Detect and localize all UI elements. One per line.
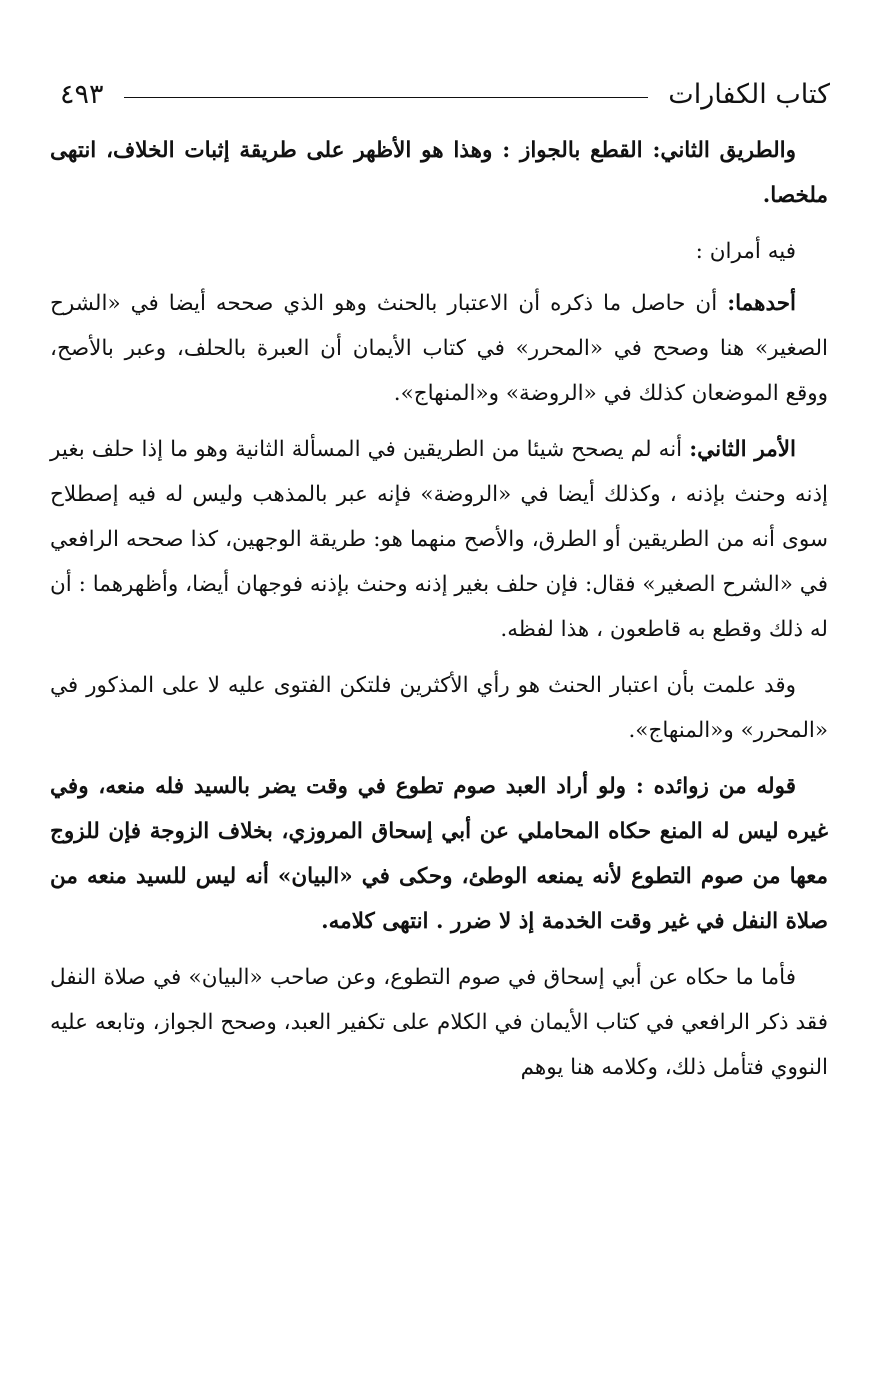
paragraph-second-method: والطريق الثاني: القطع بالجواز : وهذا هو الأظهر على طريقة إثبات الخلاف، انتهى ملخصا. (50, 138, 828, 208)
paragraph-quote-zawaid: قوله من زوائده : ولو أراد العبد صوم تطوع في وقت يضر بالسيد فله منعه، وفي غيره ليس له المنع حكاه المحاملي عن أبي إسحاق المروزي، بخلاف الزوجة فإن للزوج معها من صوم التطوع لأنه يمنعه الوطئ، وحكى في «البيان» أنه ليس للسيد منعه من صلاة النفل في غير وقت الخدمة إذ لا ضرر . انتهى كلامه. (50, 774, 828, 934)
paragraph-two-matters: فيه أمران : (695, 239, 796, 264)
paragraph-commentary: فأما ما حكاه عن أبي إسحاق في صوم التطوع، وعن صاحب «البيان» في صلاة النفل فقد ذكر الرافعي في كتاب الأيمان في الكلام على تكفير العبد، وصحح الجواز، وتابعه عليه النووي فتأمل ذلك، وكلامه هنا يوهم (50, 965, 828, 1080)
paragraph-second-matter (50, 427, 828, 652)
second-matter-body: أنه لم يصحح شيئا من الطريقين في المسألة الثانية وهو ما إذا حلف بغير إذنه وحنث بإذنه ، وكذلك أيضا في «الروضة» فإنه عبر بالمذهب وليس له فيه إصطلاح سوى أنه من الطريقين أو الطرق، والأصح منهما هو: طريقة الوجهين، كذا صححه الرافعي في «الشرح الصغير» فقال: فإن حلف بغير إذنه وحنث بإذنه فوجهان أيضا، وأظهرهما : أن له ذلك وقطع به قاطعون ، هذا لفظه. (50, 437, 828, 642)
paragraph-first-matter (50, 281, 828, 416)
body-text (50, 128, 828, 1101)
page-number: ٤٩٣ (60, 78, 104, 110)
running-title: كتاب الكفارات (668, 78, 830, 110)
first-matter-body: أن حاصل ما ذكره أن الاعتبار بالحنث وهو الذي صححه أيضا في «الشرح الصغير» هنا وصحح في «المحرر» في كتاب الأيمان أن العبرة بالحلف، وعبر بالأصح، ووقع الموضعان كذلك في «الروضة» و«المنهاج». (50, 291, 828, 406)
second-matter-lead: الأمر الثاني: (689, 437, 796, 462)
header-rule (124, 97, 649, 98)
first-matter-lead: أحدهما: (727, 291, 796, 316)
paragraph-fatwa: وقد علمت بأن اعتبار الحنث هو رأي الأكثرين فلتكن الفتوى عليه لا على المذكور في «المحرر» و«المنهاج». (50, 673, 828, 743)
page-header (60, 72, 830, 116)
